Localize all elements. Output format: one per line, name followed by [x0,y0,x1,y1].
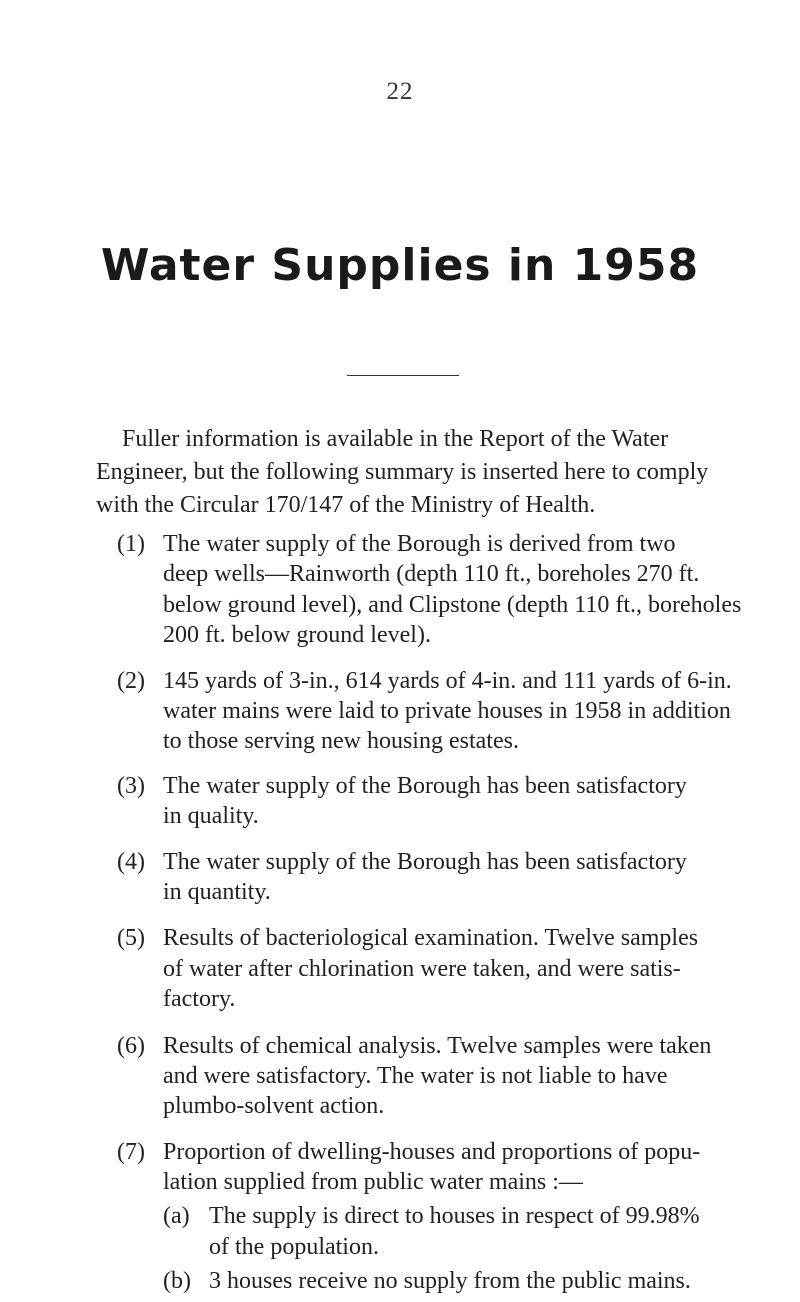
page-number: 22 [386,78,414,105]
item-number: (6) [117,1032,145,1059]
sub-item-text [209,1266,691,1296]
item-number: (1) [117,531,145,557]
item-line: The water supply of the Borough has been satisfactory [163,848,687,875]
item-number: (3) [117,772,145,799]
item-line: water mains were laid to private houses in 1958 in addition [163,697,731,724]
item-line: lation supplied from public water mains :— [163,1169,583,1196]
item-text [163,771,763,832]
intro-paragraph [96,423,742,522]
intro-line: Engineer, but the following summary is inserted here to comply [96,459,709,485]
sub-item-number: (b) [163,1267,191,1294]
item-line: in quality. [163,803,259,830]
item-line: deep wells—Rainworth (depth 110 ft., boreholes 270 ft. [163,561,700,588]
item-line: Results of chemical analysis. Twelve samples were taken [163,1032,712,1059]
item-number: (7) [117,1138,145,1165]
item-line: 200 ft. below ground level). [163,622,431,649]
item-line: plumbo-solvent action. [163,1093,385,1120]
item-line: Proportion of dwelling-houses and proportions of popu- [163,1138,701,1165]
item-text [163,1137,763,1198]
page-title: Water Supplies in 1958 [100,240,700,291]
sub-item-line: of the population. [209,1233,379,1260]
item-line: in quantity. [163,878,271,905]
item-line: below ground level), and Clipstone (depth 110 ft., boreholes [163,591,742,618]
intro-line: with the Circular 170/147 of the Ministry of Health. [96,492,596,518]
sub-item-text [209,1201,700,1262]
item-number: (4) [117,848,145,875]
sub-item-line: 3 houses receive no supply from the public mains. [209,1267,691,1294]
item-text [163,666,763,757]
item-line: factory. [163,986,236,1013]
sub-item-number: (a) [163,1203,190,1230]
item-line: The water supply of the Borough has been satisfactory [163,772,687,799]
item-text [163,529,763,650]
sub-item-line: The supply is direct to houses in respect of 99.98% [209,1203,700,1230]
item-text [163,923,763,1014]
item-line: 145 yards of 3-in., 614 yards of 4-in. and 111 yards of 6-in. [163,667,732,694]
title-divider [347,375,459,376]
item-line: and were satisfactory. The water is not liable to have [163,1062,668,1089]
item-number: (5) [117,925,145,952]
item-line: of water after chlorination were taken, and were satis- [163,955,681,982]
item-line: to those serving new housing estates. [163,728,519,755]
item-text [163,1031,763,1122]
item-number: (2) [117,667,145,694]
intro-line: Fuller information is available in the Report of the Water [122,426,669,452]
item-line: Results of bacteriological examination. Twelve samples [163,925,699,952]
item-text [163,847,763,908]
item-line: The water supply of the Borough is derived from two [163,531,676,557]
